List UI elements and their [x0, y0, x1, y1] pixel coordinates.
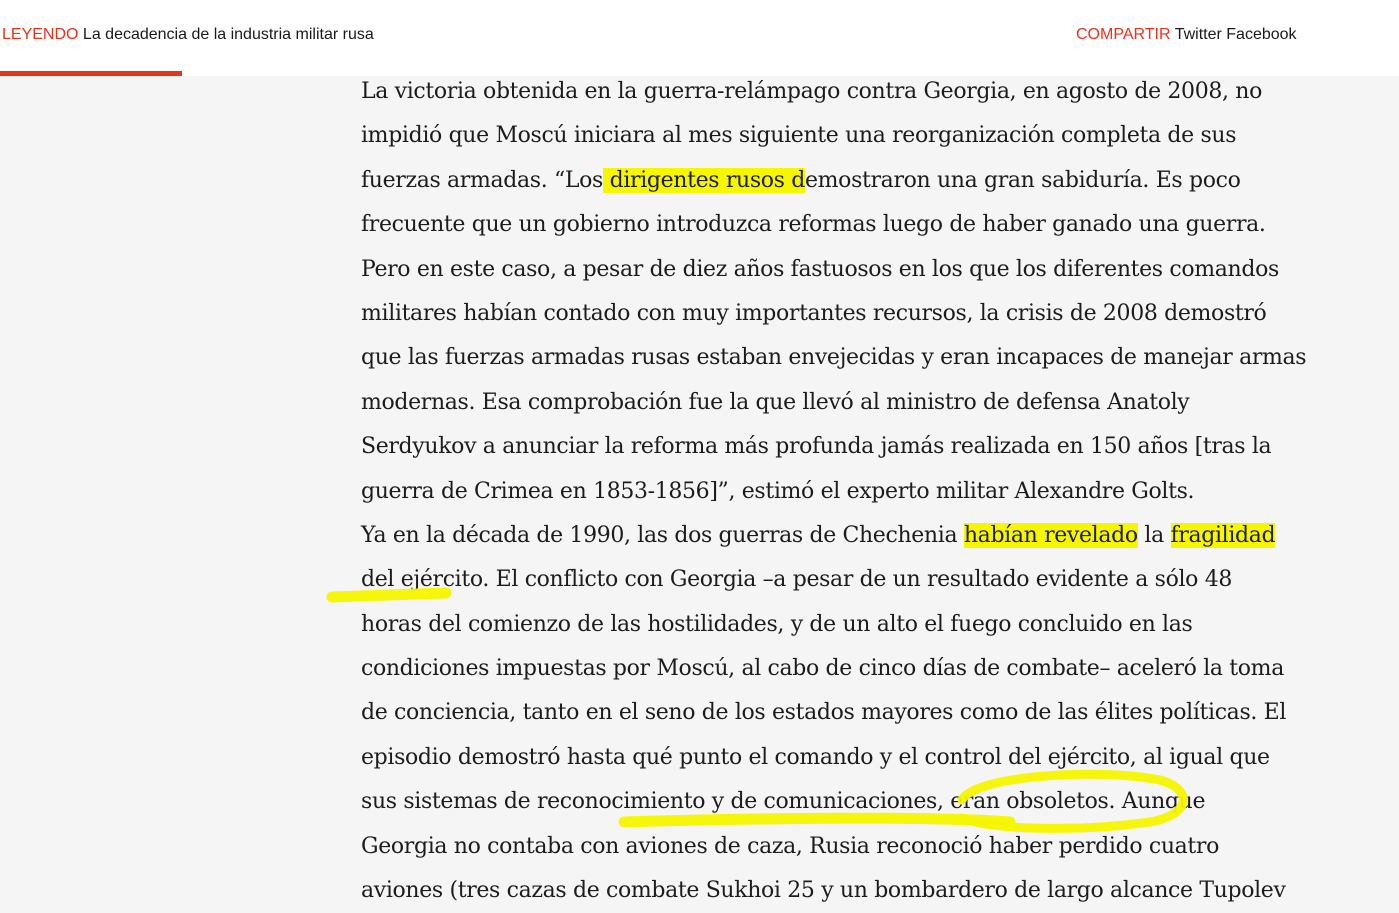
article-line: aviones (tres cazas de combate Sukhoi 25 y un bombardero de largo alcance Tupolev — [361, 878, 1286, 904]
text-highlight: fragilidad — [1170, 522, 1276, 548]
text-highlight: dirigentes rusos d — [602, 167, 805, 193]
reading-label: LEYENDO — [2, 26, 79, 43]
article-line: Georgia no contaba con aviones de caza, Rusia reconoció haber perdido cuatro — [361, 833, 1219, 859]
facebook-share-link[interactable]: Facebook — [1226, 26, 1297, 43]
article-line: sus sistemas de reconocimiento y de comunicaciones, eran obsoletos. Aunque — [361, 789, 1206, 815]
reading-progress-bar — [0, 71, 182, 76]
article-line: La victoria obtenida en la guerra-relámpago contra Georgia, en agosto de 2008, no — [361, 79, 1263, 104]
article-line: que las fuerzas armadas rusas estaban envejecidas y eran incapaces de manejar armas — [361, 345, 1307, 371]
article-line: del ejército. El conflicto con Georgia –a pesar de un resultado evidente a sólo 48 — [361, 567, 1232, 593]
sticky-header — [0, 0, 1399, 76]
share-bar — [1076, 26, 1297, 44]
article-line: modernas. Esa comprobación fue la que llevó al ministro de defensa Anatoly — [361, 389, 1190, 415]
article-title: La decadencia de la industria militar rusa — [82, 26, 374, 43]
article-body — [361, 70, 1351, 913]
article-line: Ya en la década de 1990, las dos guerras de Chechenia habían revelado la fragilidad — [361, 522, 1276, 548]
twitter-share-link[interactable]: Twitter — [1174, 26, 1222, 43]
article-line: militares habían contado con muy importantes recursos, la crisis de 2008 demostró — [361, 300, 1267, 326]
article-line: Pero en este caso, a pesar de diez años fastuosos en los que los diferentes comandos — [361, 256, 1279, 282]
share-label: COMPARTIR — [1076, 26, 1171, 43]
article-line: de conciencia, tanto en el seno de los estados mayores como de las élites políticas. El — [361, 700, 1287, 726]
article-line: condiciones impuestas por Moscú, al cabo de cinco días de combate– aceleró la toma — [361, 656, 1284, 682]
article-line: episodio demostró hasta qué punto el comando y el control del ejército, al igual que — [361, 744, 1270, 770]
article-line: impidió que Moscú iniciara al mes siguiente una reorganización completa de sus — [361, 123, 1237, 149]
reading-indicator — [2, 26, 374, 44]
article-line: Serdyukov a anunciar la reforma más profunda jamás realizada en 150 años [tras la — [361, 434, 1272, 460]
article-line: frecuente que un gobierno introduzca reformas luego de haber ganado una guerra. — [361, 212, 1266, 238]
article-line: guerra de Crimea en 1853-1856]”, estimó el experto militar Alexandre Golts. — [361, 478, 1195, 504]
article-line: fuerzas armadas. “Los dirigentes rusos demostraron una gran sabiduría. Es poco — [361, 167, 1241, 193]
article-line: horas del comienzo de las hostilidades, y de un alto el fuego concluido en las — [361, 611, 1193, 637]
text-highlight: habían revelado — [963, 522, 1138, 548]
